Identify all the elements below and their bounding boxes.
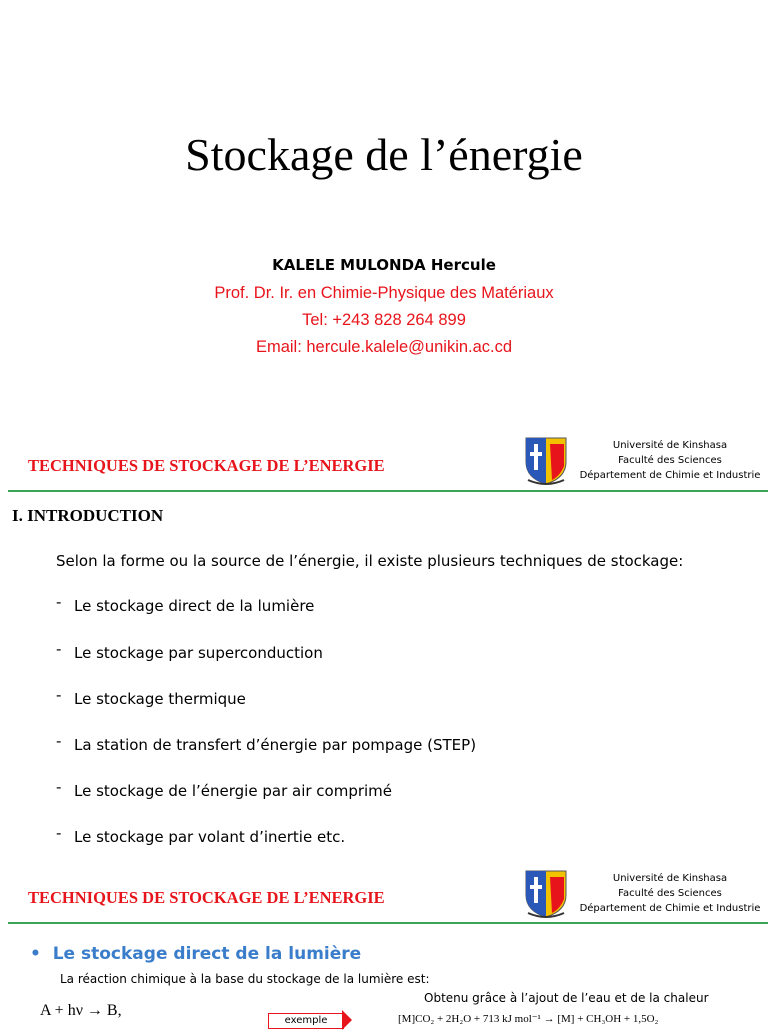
list-item: - La station de transfert d’énergie par pompage (STEP) — [56, 732, 477, 754]
list-item: - Le stockage de l’énergie par air comprimé — [56, 778, 393, 800]
title-slide — [0, 0, 768, 420]
list-item: - Le stockage par superconduction — [56, 640, 323, 662]
university-info — [572, 438, 768, 483]
list-dash: - — [56, 686, 62, 704]
department-name: Département de Chimie et Industrie — [579, 470, 761, 481]
intro-text: Selon la forme ou la source de l’énergie, il existe plusieurs techniques de stockage: — [56, 552, 684, 570]
list-dash: - — [56, 824, 62, 842]
author-role: Prof. Dr. Ir. en Chimie-Physique des Matériaux — [214, 284, 554, 302]
author-name: KALELE MULONDA Hercule — [272, 256, 496, 274]
presentation-title: Stockage de l’énergie — [185, 129, 583, 180]
arrow-tip-icon — [342, 1010, 352, 1030]
author-phone: Tel: +243 828 264 899 — [302, 311, 466, 329]
header-divider — [8, 922, 768, 924]
list-dash: - — [56, 593, 62, 611]
university-logo-icon — [524, 436, 568, 486]
list-item: - Le stockage direct de la lumière — [56, 593, 315, 615]
university-info — [572, 871, 768, 916]
reaction-note: Obtenu grâce à l’ajout de l’eau et de la chaleur — [424, 991, 709, 1005]
faculty-name: Faculté des Sciences — [618, 888, 722, 899]
author-email: Email: hercule.kalele@unikin.ac.cd — [255, 338, 513, 356]
list-dash: - — [56, 640, 62, 658]
reaction-equation: [M]CO₂ + 2H₂O + 713 kJ mol⁻¹ → [M] + CH₃OH + 1,5O₂ — [398, 1013, 659, 1025]
list-item: - Le stockage par volant d’inertie etc. — [56, 824, 346, 846]
topic-heading: • Le stockage direct de la lumière — [30, 944, 362, 964]
list-dash: - — [56, 732, 62, 750]
list-dash: - — [56, 778, 62, 796]
department-name: Département de Chimie et Industrie — [579, 903, 761, 914]
section-title: TECHNIQUES DE STOCKAGE DE L’ENERGIE — [28, 456, 385, 475]
light-equation: A + hν → B, — [40, 1002, 122, 1019]
section-heading: I. INTRODUCTION — [12, 506, 164, 525]
example-arrow-label: exemple — [268, 1013, 344, 1029]
topic-subtext: La réaction chimique à la base du stockage de la lumière est: — [60, 972, 430, 986]
university-name: Université de Kinshasa — [612, 440, 728, 451]
faculty-name: Faculté des Sciences — [618, 455, 722, 466]
header-divider — [8, 490, 768, 492]
list-item: - Le stockage thermique — [56, 686, 246, 708]
university-name: Université de Kinshasa — [612, 873, 728, 884]
bullet-dot: • — [30, 944, 41, 964]
section-title: TECHNIQUES DE STOCKAGE DE L’ENERGIE — [28, 888, 385, 907]
university-logo-icon — [524, 869, 568, 919]
